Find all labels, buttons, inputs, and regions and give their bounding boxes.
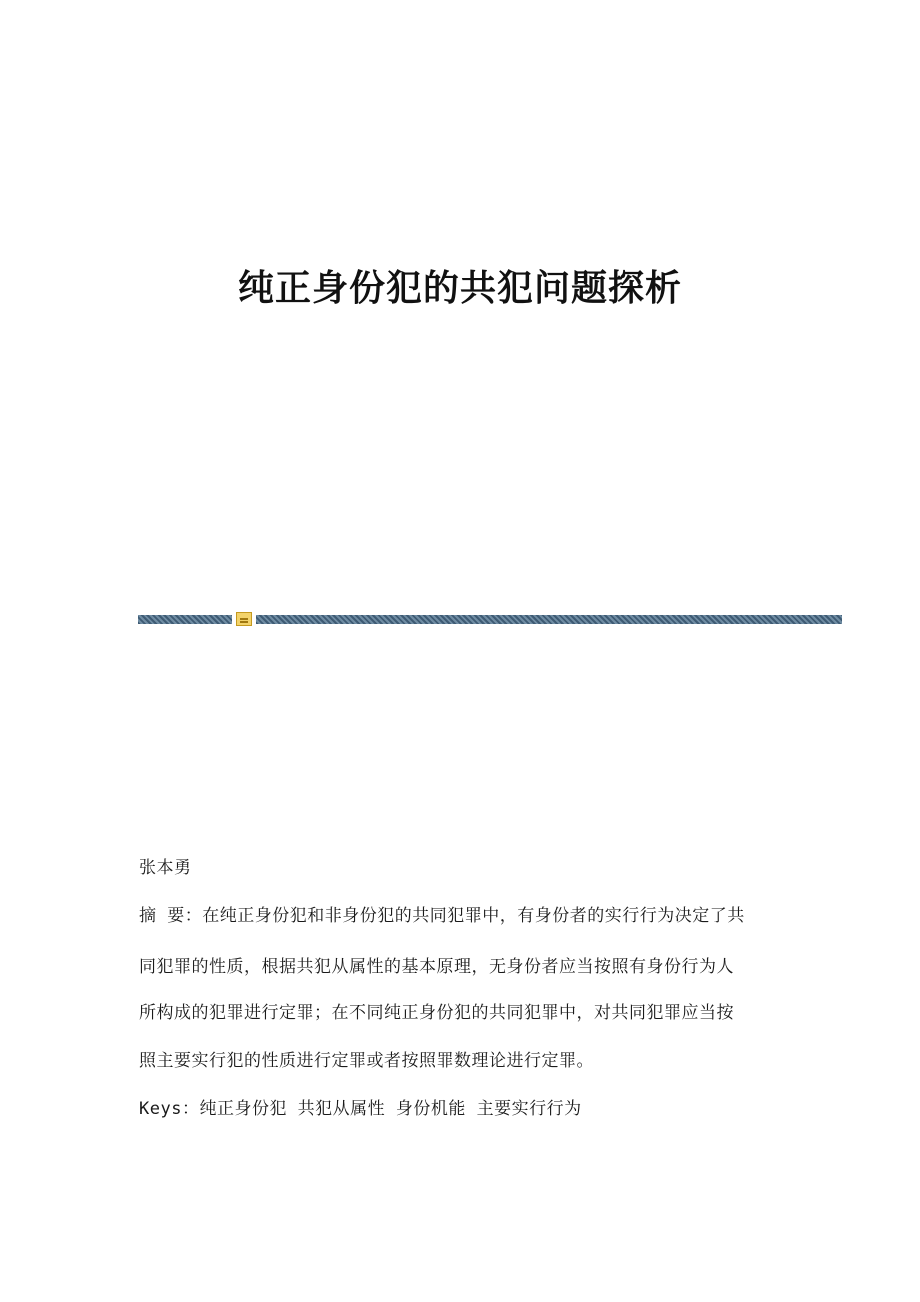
document-title: 纯正身份犯的共犯问题探析: [237, 267, 682, 309]
keywords-line: Keys：纯正身份犯 共犯从属性 身份机能 主要实行行为: [139, 1099, 582, 1119]
abstract-line: 摘 要：在纯正身份犯和非身份犯的共同犯罪中，有身份者的实行行为决定了共: [139, 906, 745, 926]
divider-bar-left: [138, 615, 232, 624]
abstract-line: 照主要实行犯的性质进行定罪或者按照罪数理论进行定罪。: [139, 1051, 594, 1071]
divider-ornament-icon: [236, 612, 252, 626]
abstract-line: 同犯罪的性质，根据共犯从属性的基本原理，无身份者应当按照有身份行为人: [139, 957, 734, 977]
title-divider: [138, 612, 842, 626]
author-name: 张本勇: [139, 858, 192, 878]
divider-bar-right: [256, 615, 842, 624]
abstract-line: 所构成的犯罪进行定罪；在不同纯正身份犯的共同犯罪中，对共同犯罪应当按: [139, 1003, 734, 1023]
